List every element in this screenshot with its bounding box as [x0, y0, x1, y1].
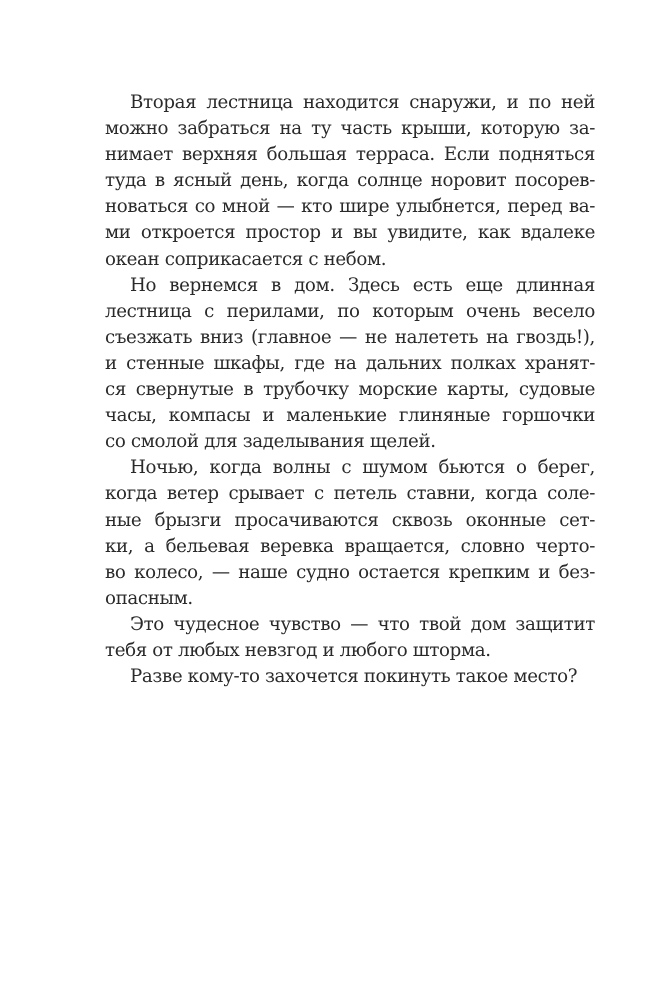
text-line: ми откроется простор и вы увидите, как вдалеке	[105, 222, 595, 244]
text-line: Вторая лестница находится снаружи, и по ней	[130, 92, 595, 113]
text-line: опасным.	[105, 587, 193, 609]
paragraph	[105, 455, 595, 612]
text-line: новаться со мной — кто шире улыбнется, перед ва-	[105, 196, 595, 218]
text-line: лестница с перилами, по которым очень весело	[105, 300, 595, 322]
text-line: съезжать вниз (главное — не налететь на гвоздь!),	[105, 326, 595, 348]
text-line: Это чудесное чувство — что твой дом защитит	[130, 613, 595, 635]
paragraph	[105, 90, 595, 273]
text-line: ся свернутые в трубочку морские карты, судовые	[105, 379, 595, 401]
text-line: туда в ясный день, когда солнце норовит посорев-	[105, 170, 595, 192]
text-line: Ночью, когда волны с шумом бьются о берег,	[130, 457, 595, 479]
text-line: ки, а бельевая веревка вращается, словно черто-	[105, 535, 595, 557]
text-line: Но вернемся в дом. Здесь есть еще длинная	[130, 274, 595, 296]
text-line: океан соприкасается с небом.	[105, 248, 387, 270]
text-line: и стенные шкафы, где на дальних полках хранят-	[105, 352, 595, 374]
paragraph	[105, 612, 595, 664]
page-body-text	[105, 90, 595, 690]
text-line: ные брызги просачиваются сквозь оконные сет-	[105, 509, 595, 531]
text-line: со смолой для заделывания щелей.	[105, 431, 436, 453]
paragraph	[105, 664, 595, 690]
text-line: Разве кому-то захочется покинуть такое место?	[130, 666, 578, 688]
paragraph	[105, 273, 595, 456]
text-line: нимает верхняя большая терраса. Если подняться	[105, 144, 595, 166]
text-line: часы, компасы и маленькие глиняные горшочки	[105, 405, 595, 427]
text-line: можно забраться на ту часть крыши, которую за-	[105, 118, 595, 140]
text-line: тебя от любых невзгод и любого шторма.	[105, 639, 491, 661]
text-line: когда ветер срывает с петель ставни, когда соле-	[105, 483, 595, 505]
text-line: во колесо, — наше судно остается крепким и без-	[105, 561, 595, 583]
